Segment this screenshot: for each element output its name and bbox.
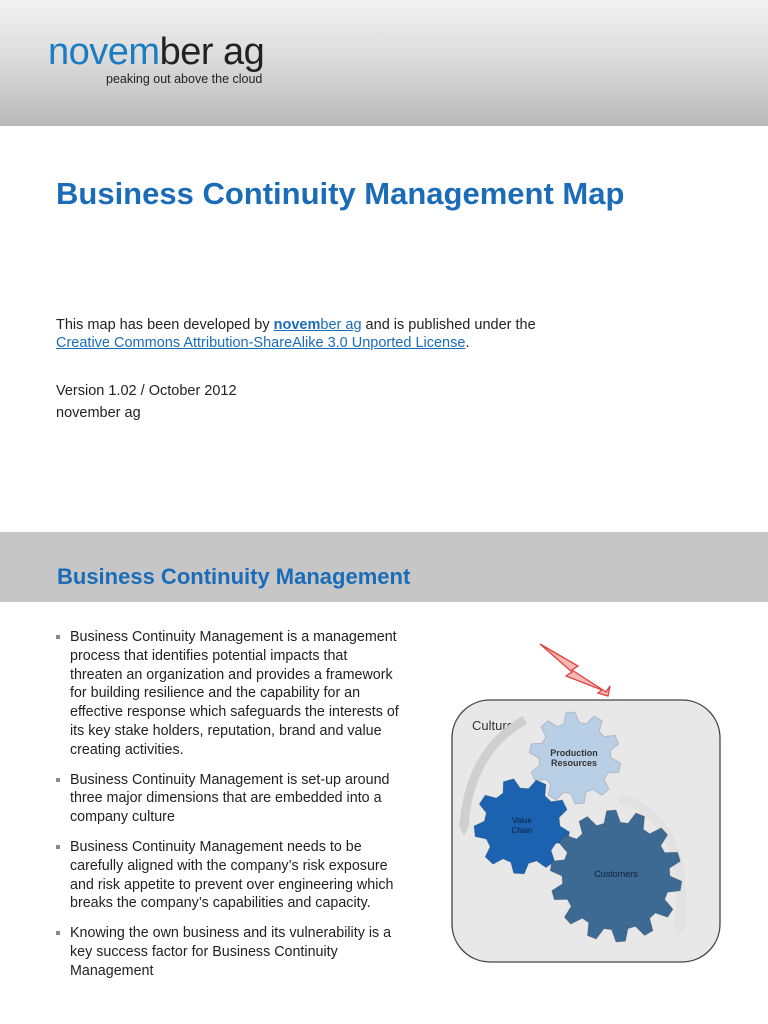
intro-text: This map has been developed by <box>56 317 274 333</box>
bcm-gear-diagram <box>430 630 730 970</box>
gear-customers-label: Customers <box>594 869 638 879</box>
version-text: Version 1.02 / October 2012 <box>56 383 237 399</box>
section-title: Business Continuity Management <box>57 564 411 589</box>
logo-blue-part: novem <box>48 31 160 73</box>
bullet-text: Knowing the own business and its vulnerability is a key success factor for Business Continuity Management <box>70 925 392 979</box>
version-block <box>56 380 237 424</box>
culture-label: Culture <box>472 718 514 733</box>
company-logo[interactable] <box>48 32 264 72</box>
lightning-icon <box>540 644 610 696</box>
logo-tagline: peaking out above the cloud <box>106 72 263 86</box>
bullet-icon <box>56 778 60 782</box>
intro-end: . <box>465 335 470 351</box>
bullet-list <box>54 628 400 992</box>
bullet-text: Business Continuity Management is set-up around three major dimensions that are embedded into a company culture <box>70 771 390 826</box>
gear-production-label-1: Production <box>550 748 598 758</box>
list-item <box>54 838 400 913</box>
page-title: Business Continuity Management Map <box>56 176 625 211</box>
bullet-text: Business Continuity Management needs to be carefully aligned with the company’s risk exposure and risk appetite to prevent over engineering which breaks the company’s capabilities and capacity. <box>70 838 394 912</box>
bullet-icon <box>56 635 60 639</box>
bullet-icon <box>56 931 60 935</box>
brand-rest: ber ag <box>320 317 362 333</box>
gear-value-label-1: Value <box>512 816 532 825</box>
list-item <box>54 771 400 827</box>
gear-production-label-2: Resources <box>550 758 598 768</box>
list-item <box>54 628 400 760</box>
header-banner <box>0 0 768 126</box>
license-link[interactable]: Creative Commons Attribution-ShareAlike 3.0 Unported License <box>56 335 466 351</box>
company-name: november ag <box>56 405 141 421</box>
brand-bold: novem <box>273 317 321 333</box>
list-item <box>54 924 400 980</box>
intro-paragraph <box>56 316 716 352</box>
bullet-icon <box>56 845 60 849</box>
gear-value-label-2: Chain <box>511 826 533 835</box>
bullet-text: Business Continuity Management is a management process that identifies potential impacts that threaten an organization and provides a framework for building resilience and the capability for an effective response which safeguards the interests of its key stake holders, reputation, brand and value creating activities. <box>70 629 399 758</box>
logo-dark-part: ber ag <box>159 31 265 73</box>
intro-text-after: and is published under the <box>361 317 536 333</box>
brand-link[interactable] <box>274 317 362 333</box>
